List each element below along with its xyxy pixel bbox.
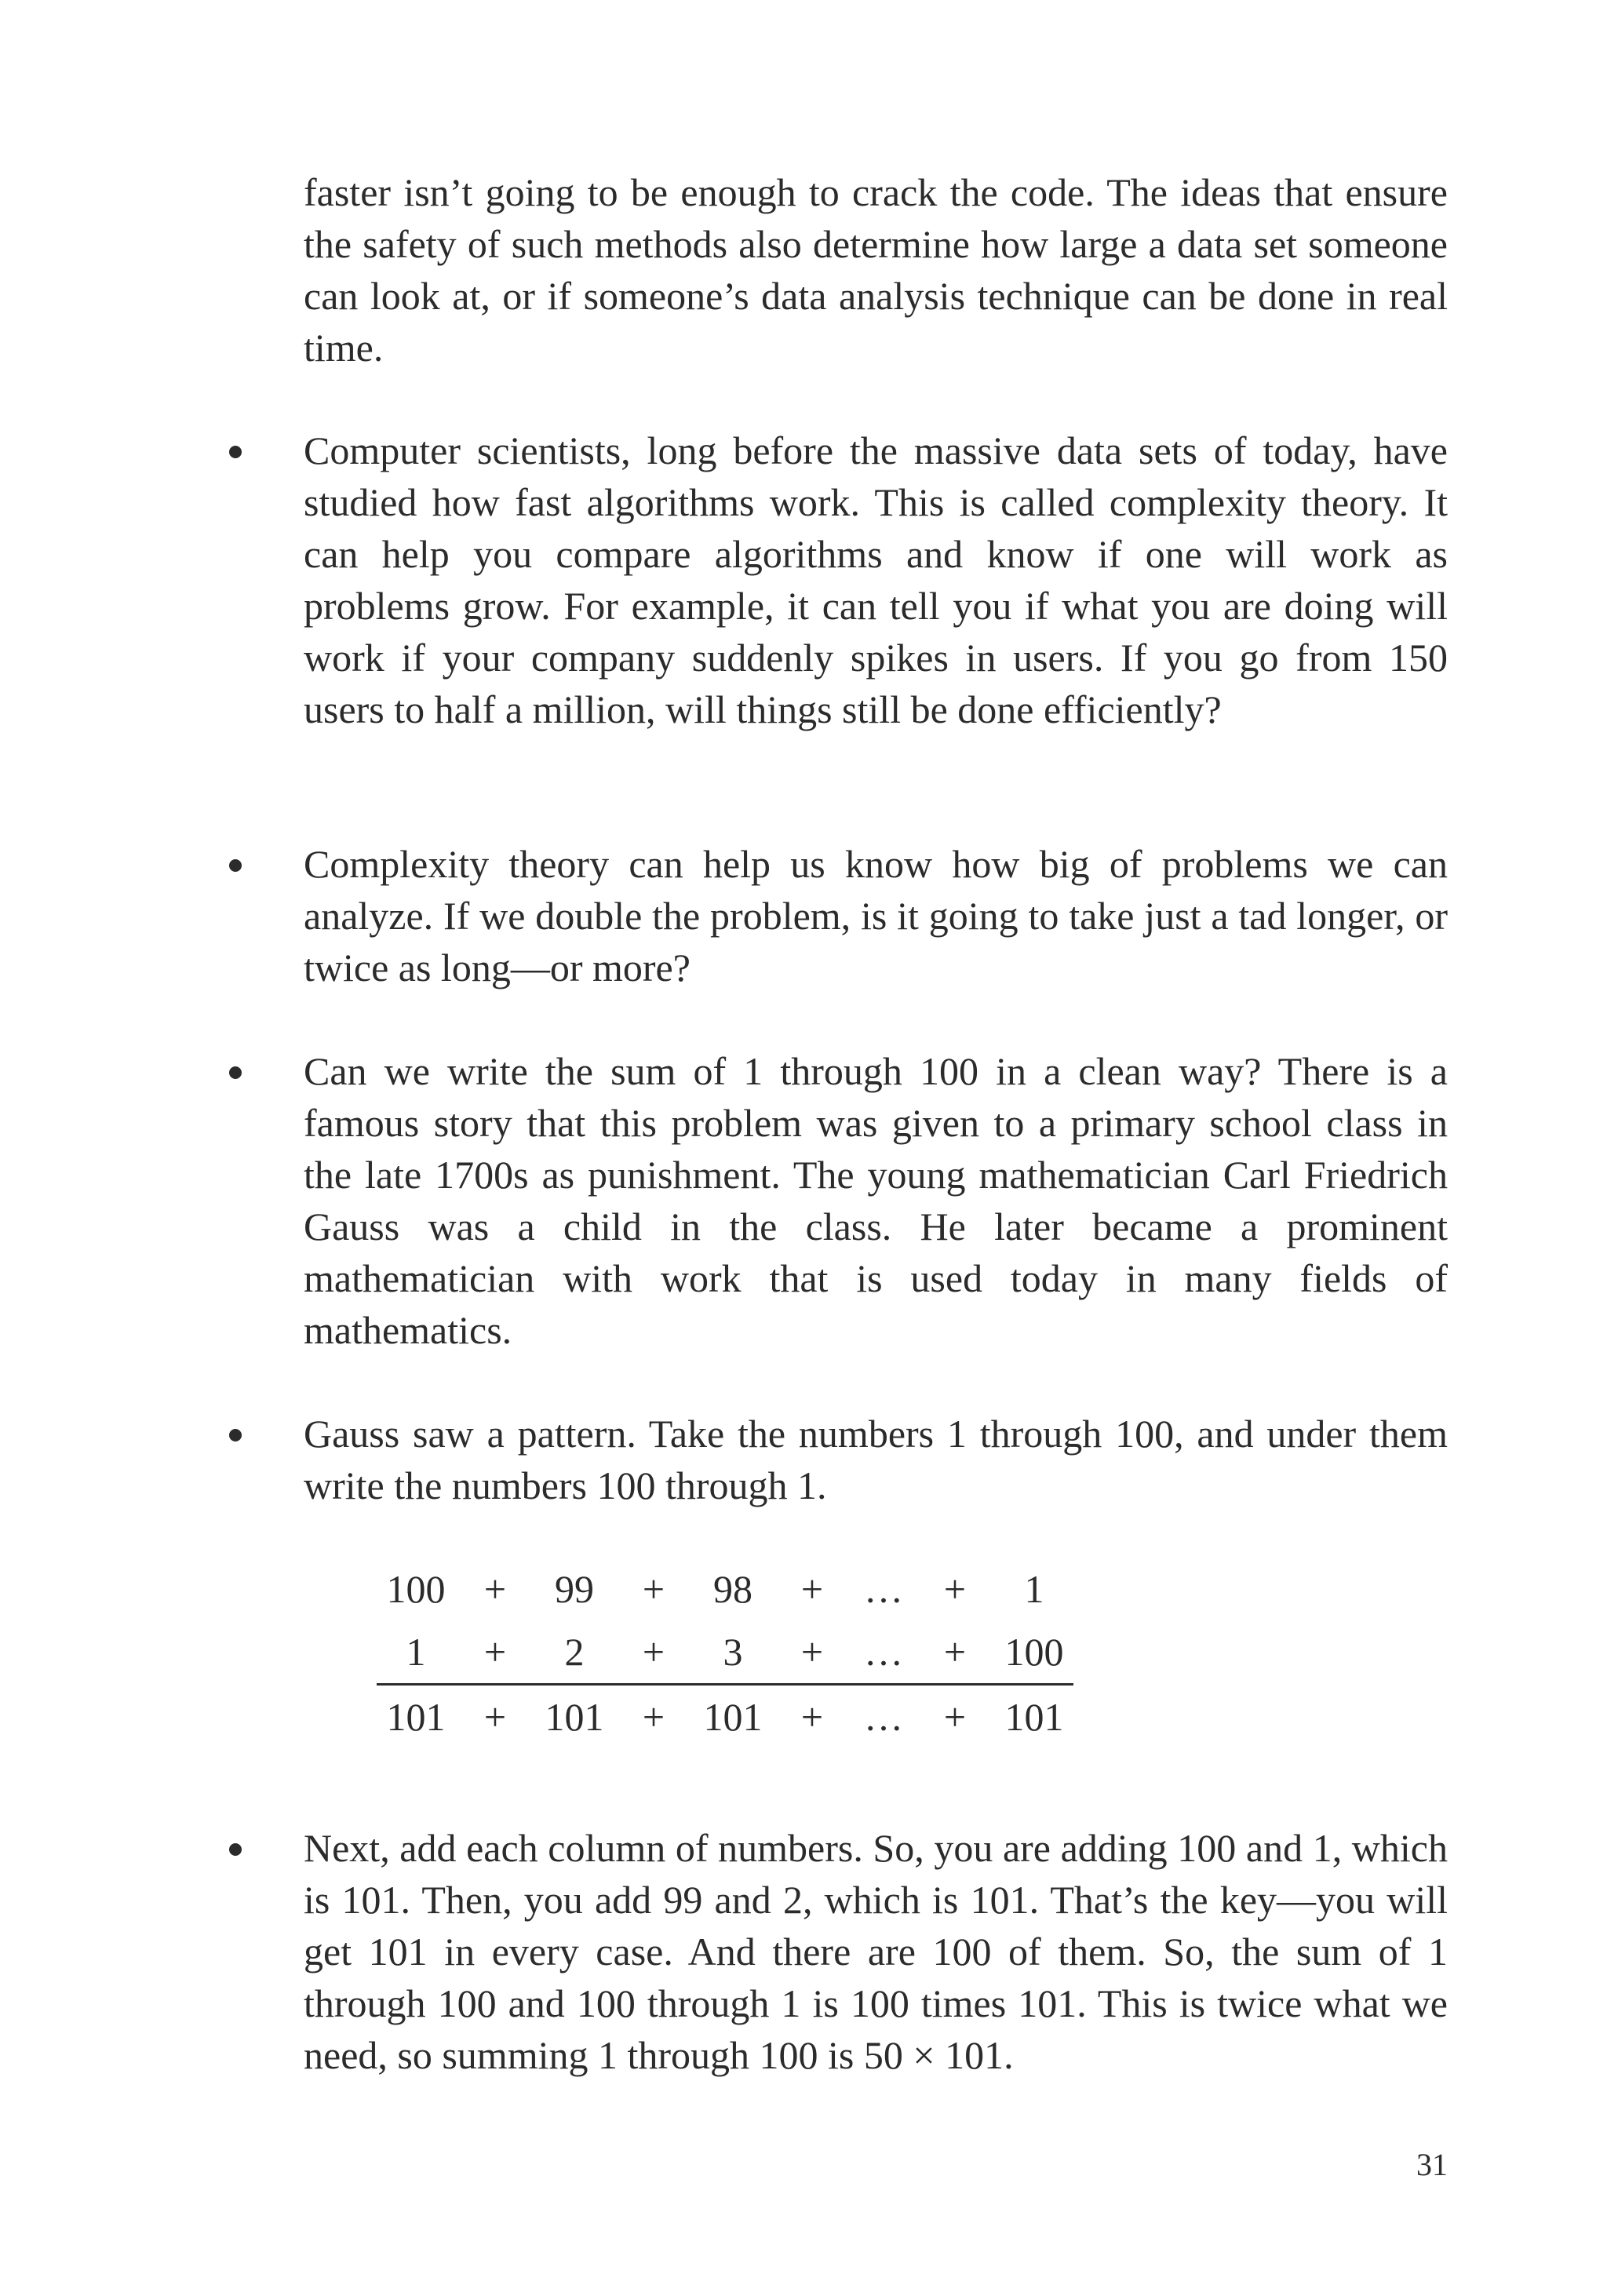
math-cell: 101	[535, 1685, 614, 1749]
math-cell: 101	[694, 1685, 772, 1749]
math-row-ascending	[377, 1620, 1073, 1685]
math-cell: 100	[1004, 1630, 1064, 1674]
math-cell: 98	[713, 1567, 752, 1611]
math-cell: +	[455, 1685, 535, 1749]
math-cell: …	[852, 1685, 915, 1749]
math-cell: +	[483, 1567, 507, 1611]
math-cell: 1	[406, 1630, 426, 1674]
math-cell: +	[483, 1630, 507, 1674]
math-cell: 1	[1024, 1567, 1044, 1611]
page-number: 31	[1416, 2147, 1448, 2182]
math-cell: 3	[723, 1630, 743, 1674]
math-row-sum	[377, 1685, 1073, 1749]
math-cell: +	[642, 1630, 665, 1674]
math-cell: +	[772, 1685, 852, 1749]
gauss-sum-table	[377, 1558, 1073, 1748]
paragraph-complexity-theory: Complexity theory can help us know how big of problems we can analyze. If we double the problem, is it going to take just a tad longer, or twice as long—or more?	[304, 842, 1448, 989]
bullet-marker	[223, 1045, 242, 1064]
paragraph-continuation: faster isn’t going to be enough to crack the code. The ideas that ensure the safety of such methods also determine how large a data set someone can look at, or if someone’s data analysis technique can be done in real time.	[304, 170, 1448, 370]
math-cell: +	[642, 1567, 665, 1611]
bullet-marker	[223, 1408, 242, 1427]
math-cell: +	[943, 1567, 967, 1611]
paragraph-gauss-story: Can we write the sum of 1 through 100 in a clean way? There is a famous story that this problem was given to a primary school class in the late 1700s as punishment. The young mathematician Carl Friedrich Gauss was a child in the class. He later became a prominent mathematician with work that is used today in many fields of mathematics.	[304, 1049, 1448, 1352]
paragraph-gauss-pattern: Gauss saw a pattern. Take the numbers 1 through 100, and under them write the numbers 100 through 1.	[304, 1412, 1448, 1507]
math-cell: 100	[386, 1567, 446, 1611]
math-cell: +	[800, 1567, 824, 1611]
bullet-marker	[223, 425, 242, 443]
paragraph-column-sum: Next, add each column of numbers. So, you are adding 100 and 1, which is 101. Then, you add 99 and 2, which is 101. That’s the key—you will get 101 in every case. And there are 100 of them. So, the sum of 1 through 100 and 100 through 1 is 100 times 101. This is twice what we need, so summing 1 through 100 is 50 × 101.	[304, 1826, 1448, 2077]
math-cell: +	[800, 1630, 824, 1674]
math-cell: 101	[377, 1685, 455, 1749]
math-cell: …	[864, 1630, 903, 1674]
paragraph-complexity-intro: Computer scientists, long before the massive data sets of today, have studied how fast algorithms work. This is called complexity theory. It can help you compare algorithms and know if one will work as problems grow. For example, it can tell you if what you are doing will work if your company suddenly spikes in users. If you go from 150 users to half a million, will things still be done efficiently?	[304, 428, 1448, 731]
math-cell: +	[943, 1630, 967, 1674]
math-cell: 101	[995, 1685, 1073, 1749]
math-cell: +	[614, 1685, 694, 1749]
bullet-marker	[223, 838, 242, 857]
math-cell: 2	[564, 1630, 585, 1674]
math-cell: +	[915, 1685, 995, 1749]
bullet-marker	[223, 1822, 242, 1841]
math-row-descending	[377, 1558, 1073, 1620]
math-cell: 99	[555, 1567, 594, 1611]
math-cell: …	[864, 1567, 903, 1611]
